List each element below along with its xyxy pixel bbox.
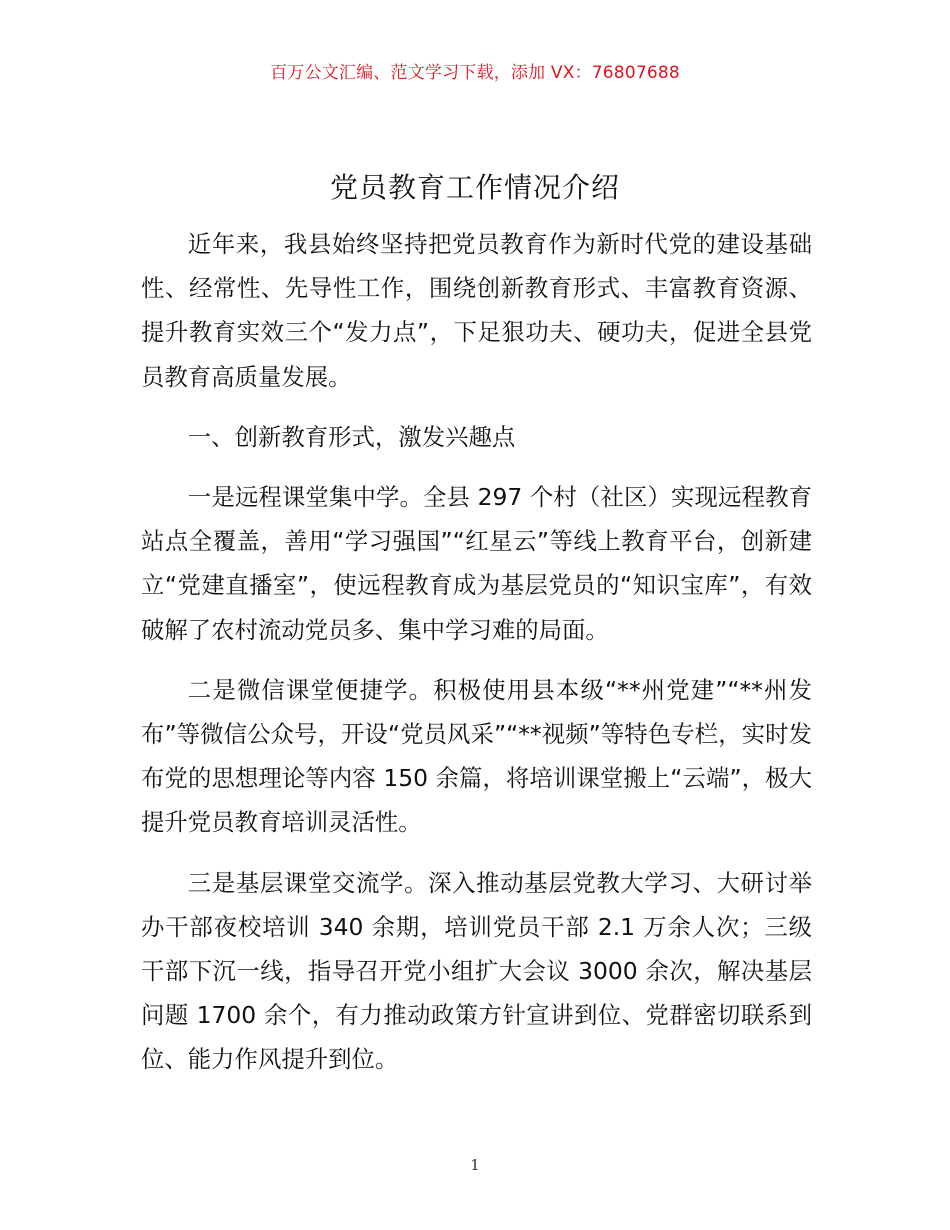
paragraph-remote-classroom: 一是远程课堂集中学。全县 297 个村（社区）实现远程教育站点全覆盖，善用“学习强国”“红星云”等线上教育平台，创新建立“党建直播室”，使远程教育成为基层党员的“知识宝库”，有效破解了农村流动党员多、集中学习难的局面。 bbox=[141, 483, 812, 644]
paragraph-wechat-classroom: 二是微信课堂便捷学。积极使用县本级“**州党建”“**州发布”等微信公众号，开设“党员风采”“**视频”等特色专栏，实时发布党的思想理论等内容 150 余篇，将培训课堂搬上“云端”，极大提升党员教育培训灵活性。 bbox=[141, 675, 812, 837]
section-heading: 一、创新教育形式，激发兴趣点 bbox=[187, 422, 516, 451]
page-number: 1 bbox=[470, 1156, 480, 1174]
document-title: 党员教育工作情况介绍 bbox=[329, 171, 620, 204]
intro-paragraph: 近年来，我县始终坚持把党员教育作为新时代党的建设基础性、经常性、先导性工作，围绕创新教育形式、丰富教育资源、提升教育实效三个“发力点”，下足狠功夫、硬功夫，促进全县党员教育高质量发展。 bbox=[141, 230, 812, 391]
document-body bbox=[141, 222, 812, 1098]
paragraph-grassroots-classroom: 三是基层课堂交流学。深入推动基层党教大学习、大研讨举办干部夜校培训 340 余期，培训党员干部 2.1 万余人次；三级干部下沉一线，指导召开党小组扩大会议 3000 余次，解决基层问题 1700 余个，有力推动政策方针宣讲到位、党群密切联系到位、能力作风提升到位。 bbox=[141, 868, 812, 1074]
header-watermark-note: 百万公文汇编、范文学习下载，添加 VX：76807688 bbox=[270, 63, 680, 83]
